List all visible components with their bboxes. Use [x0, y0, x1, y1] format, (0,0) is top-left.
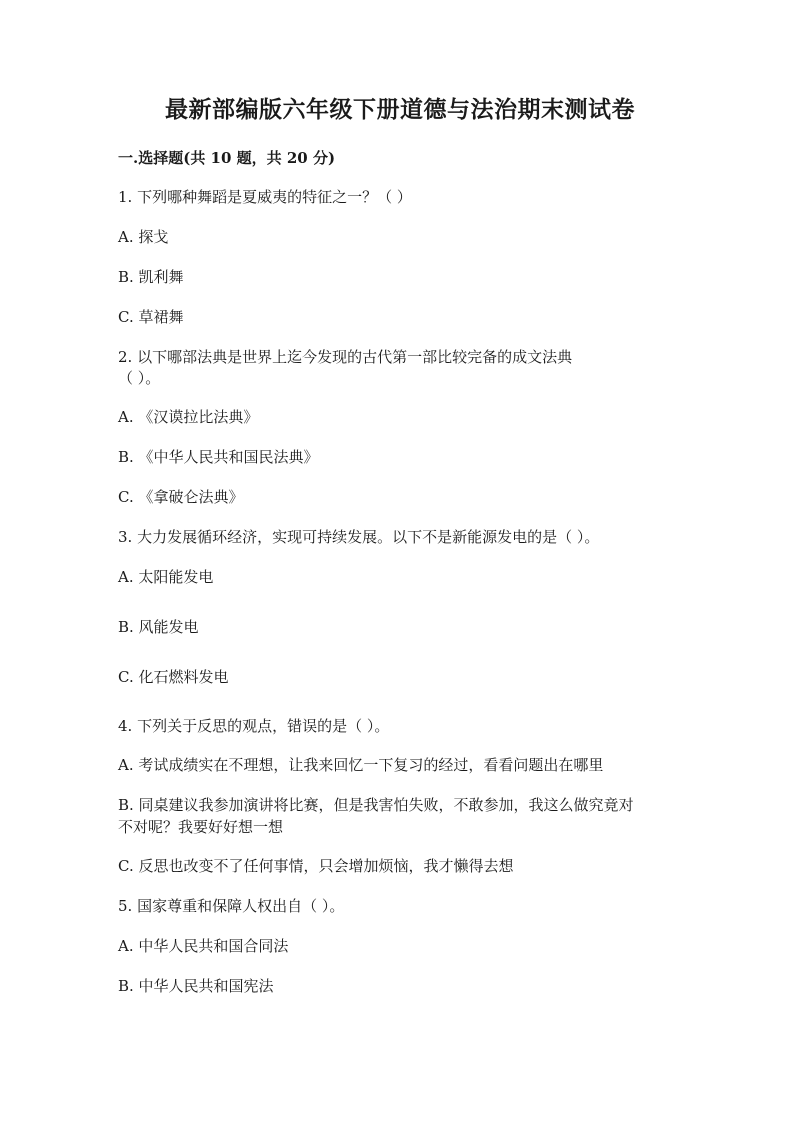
question-4-stem: 4. 下列关于反思的观点，错误的是（ ）。: [118, 717, 390, 735]
question-3-stem: 3. 大力发展循环经济，实现可持续发展。以下不是新能源发电的是（ ）。: [118, 528, 600, 546]
question-2-option-c: C. 《拿破仑法典》: [118, 488, 244, 506]
section-heading: 一.选择题(共 10 题，共 20 分): [118, 149, 336, 167]
question-4-option-c: C. 反思也改变不了任何事情，只会增加烦恼，我才懒得去想: [118, 857, 514, 875]
question-1-option-b: B. 凯利舞: [118, 268, 184, 286]
question-2-stem-line2: （ ）。: [118, 369, 161, 387]
question-1-option-a: A. 探戈: [118, 228, 169, 246]
question-2-stem-line1: 2. 以下哪部法典是世界上迄今发现的古代第一部比较完备的成文法典: [118, 348, 573, 366]
page-title: 最新部编版六年级下册道德与法治期末测试卷: [165, 96, 635, 123]
question-1-option-c: C. 草裙舞: [118, 308, 184, 326]
question-3-option-c: C. 化石燃料发电: [118, 668, 229, 686]
question-2-option-a: A. 《汉谟拉比法典》: [118, 408, 259, 426]
question-1-stem: 1. 下列哪种舞蹈是夏威夷的特征之一？（ ）: [118, 188, 412, 206]
question-5-option-a: A. 中华人民共和国合同法: [118, 937, 289, 955]
question-3-option-b: B. 风能发电: [118, 618, 199, 636]
question-5-option-b: B. 中华人民共和国宪法: [118, 977, 274, 995]
question-5-stem: 5. 国家尊重和保障人权出自（ ）。: [118, 897, 345, 915]
question-2-option-b: B. 《中华人民共和国民法典》: [118, 448, 319, 466]
question-4-option-b-line2: 不对呢？我要好好想一想: [118, 818, 284, 836]
question-3-option-a: A. 太阳能发电: [118, 568, 214, 586]
question-4-option-a: A. 考试成绩实在不理想，让我来回忆一下复习的经过，看看问题出在哪里: [118, 756, 604, 774]
question-4-option-b-line1: B. 同桌建议我参加演讲将比赛，但是我害怕失败，不敢参加，我这么做究竟对: [118, 796, 634, 814]
